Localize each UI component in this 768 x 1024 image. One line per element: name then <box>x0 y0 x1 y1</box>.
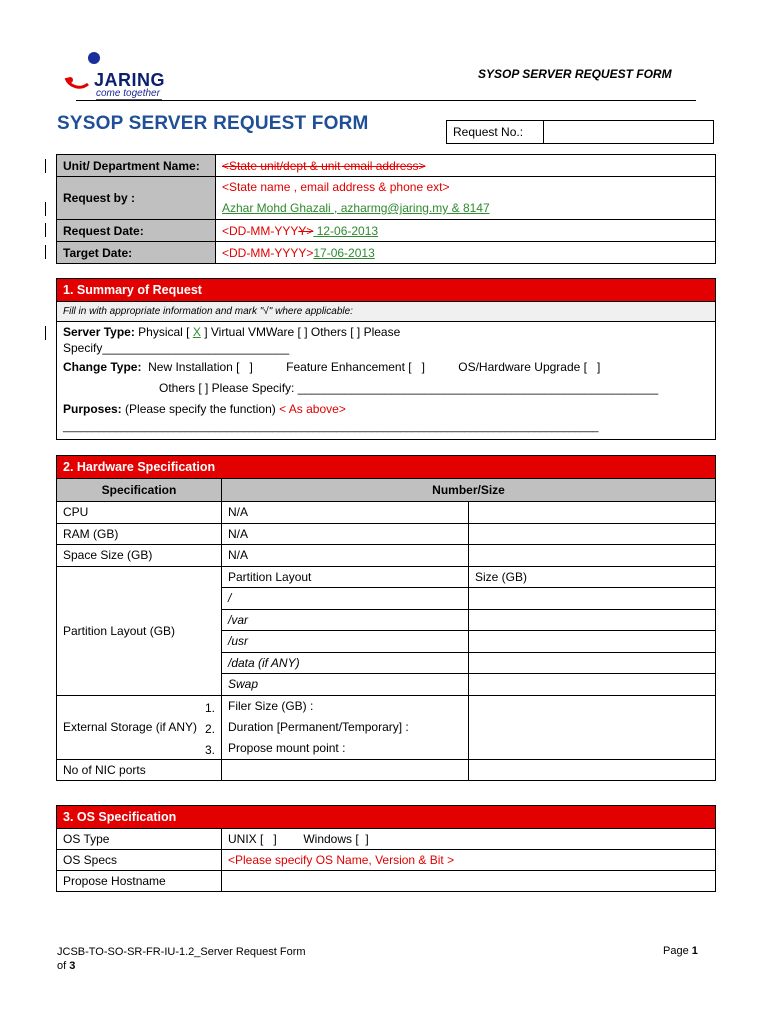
request-date-value: 12-06-2013 <box>313 223 379 238</box>
table-row <box>57 545 716 567</box>
nic-extra[interactable] <box>469 759 716 781</box>
external-mount-point: Propose mount point : <box>228 740 346 755</box>
request-by-value: Azhar Mohd Ghazali , azharmg@jaring.my & 8147 <box>222 201 490 215</box>
external-storage-label: External Storage (if ANY) <box>63 720 198 734</box>
server-type-row[interactable] <box>63 325 400 339</box>
revision-marker <box>45 223 46 237</box>
request-by-label: Request by : <box>57 177 216 220</box>
external-numbers <box>205 698 215 761</box>
request-no-field[interactable] <box>544 121 714 144</box>
hostname-label: Propose Hostname <box>57 871 222 892</box>
footer-doc-name: JCSB-TO-SO-SR-FR-IU-1.2_Server Request Form <box>57 946 306 958</box>
purposes-line[interactable]: ____________________________________________________________________________________________ <box>63 421 599 433</box>
summary-note: Fill in with appropriate information and mark "√" where applicable: <box>57 302 715 322</box>
purposes-hint: (Please specify the function) <box>121 402 280 416</box>
external-values[interactable] <box>469 695 716 759</box>
external-storage-cell <box>57 695 222 759</box>
partition-root-size[interactable] <box>469 588 716 610</box>
hardware-table <box>56 455 716 781</box>
unit-label: Unit/ Department Name: <box>57 155 216 177</box>
partition-var-size[interactable] <box>469 609 716 631</box>
table-row <box>57 502 716 524</box>
table-row <box>57 523 716 545</box>
os-type-label: OS Type <box>57 829 222 850</box>
partition-usr-size[interactable] <box>469 631 716 653</box>
external-items <box>222 695 469 759</box>
footer-doc-id <box>57 945 306 973</box>
cpu-label: CPU <box>57 502 222 524</box>
logo-tagline: come together <box>96 88 160 99</box>
partition-label: Partition Layout (GB) <box>57 566 222 695</box>
header-divider <box>76 100 696 101</box>
partition-usr: /usr <box>222 631 469 653</box>
revision-marker <box>45 159 46 173</box>
change-type-label: Change Type: <box>63 360 142 374</box>
partition-data-size[interactable] <box>469 652 716 674</box>
os-table <box>56 805 716 892</box>
external-number: 1. <box>204 700 215 715</box>
company-logo <box>60 50 180 102</box>
target-date-value: 17-06-2013 <box>313 245 375 260</box>
server-type-physical: Physical [ <box>134 325 193 339</box>
cpu-extra[interactable] <box>469 502 716 524</box>
logo-name: JARING <box>94 70 166 90</box>
requester-info-table <box>56 154 716 264</box>
request-no-table <box>446 120 714 144</box>
partition-swap-size[interactable] <box>469 674 716 696</box>
external-duration: Duration [Permanent/Temporary] : <box>228 719 409 734</box>
table-row <box>57 759 716 781</box>
purposes-label: Purposes: <box>63 402 122 416</box>
col-number-size: Number/Size <box>222 479 716 502</box>
server-type-label: Server Type: <box>63 325 135 339</box>
revision-marker <box>45 202 46 216</box>
request-date-hint: <DD-MM-YYY <box>222 223 299 238</box>
purposes-value: < As above> <box>279 402 346 416</box>
revision-marker <box>45 326 46 340</box>
partition-swap: Swap <box>222 674 469 696</box>
space-value[interactable]: N/A <box>222 545 469 567</box>
partition-root: / <box>222 588 469 610</box>
page-title: SYSOP SERVER REQUEST FORM <box>57 113 369 134</box>
server-type-options: ] Virtual VMWare [ ] Others [ ] Please <box>200 325 401 339</box>
unit-field[interactable]: <State unit/dept & unit email address> <box>216 155 716 177</box>
nic-value[interactable] <box>222 759 469 781</box>
target-date-field[interactable] <box>216 242 716 264</box>
partition-var: /var <box>222 609 469 631</box>
space-extra[interactable] <box>469 545 716 567</box>
external-filer-size: Filer Size (GB) : <box>228 698 314 713</box>
server-type-specify[interactable]: Specify____________________________ <box>63 341 290 355</box>
ram-extra[interactable] <box>469 523 716 545</box>
hostname-value[interactable] <box>222 871 716 892</box>
hardware-heading: 2. Hardware Specification <box>57 456 716 479</box>
request-date-field[interactable] <box>216 220 716 242</box>
ram-label: RAM (GB) <box>57 523 222 545</box>
os-specs-value[interactable]: <Please specify OS Name, Version & Bit > <box>222 850 716 871</box>
purposes-row[interactable] <box>63 402 346 416</box>
table-row <box>57 850 716 871</box>
summary-heading: 1. Summary of Request <box>57 279 715 302</box>
ram-value[interactable]: N/A <box>222 523 469 545</box>
request-by-field[interactable] <box>216 177 716 220</box>
footer-page-total: of 3 <box>57 960 76 972</box>
table-row <box>57 829 716 850</box>
table-row <box>57 695 716 759</box>
change-type-row[interactable] <box>63 360 600 374</box>
summary-section <box>56 278 716 440</box>
partition-col2: Size (GB) <box>469 566 716 588</box>
change-type-options: New Installation [ ] Feature Enhancement [ ] OS/Hardware Upgrade [ ] <box>141 360 601 374</box>
request-no-label: Request No.: <box>447 121 544 144</box>
target-date-hint: <DD-MM-YYYY> <box>222 245 314 260</box>
external-number: 3. <box>204 742 215 757</box>
external-number: 2. <box>204 721 215 736</box>
revision-marker <box>45 245 46 259</box>
partition-data: /data (if ANY) <box>222 652 469 674</box>
request-by-hint: <State name , email address & phone ext> <box>222 180 450 194</box>
change-type-others[interactable]: Others [ ] Please Specify: ______________________________________________________ <box>159 381 659 395</box>
partition-col1: Partition Layout <box>222 566 469 588</box>
target-date-label: Target Date: <box>57 242 216 264</box>
request-date-label: Request Date: <box>57 220 216 242</box>
os-specs-label: OS Specs <box>57 850 222 871</box>
os-type-value[interactable]: UNIX [ ] Windows [ ] <box>222 829 716 850</box>
header-form-name: SYSOP SERVER REQUEST FORM <box>478 67 672 81</box>
table-row <box>57 871 716 892</box>
footer-page-number: Page 1 <box>663 945 698 957</box>
table-row <box>57 566 716 588</box>
col-specification: Specification <box>57 479 222 502</box>
cpu-value[interactable]: N/A <box>222 502 469 524</box>
nic-label: No of NIC ports <box>57 759 222 781</box>
server-type-physical-mark: X <box>192 325 201 339</box>
space-label: Space Size (GB) <box>57 545 222 567</box>
request-date-strike: Y> <box>298 223 314 238</box>
os-heading: 3. OS Specification <box>57 806 716 829</box>
